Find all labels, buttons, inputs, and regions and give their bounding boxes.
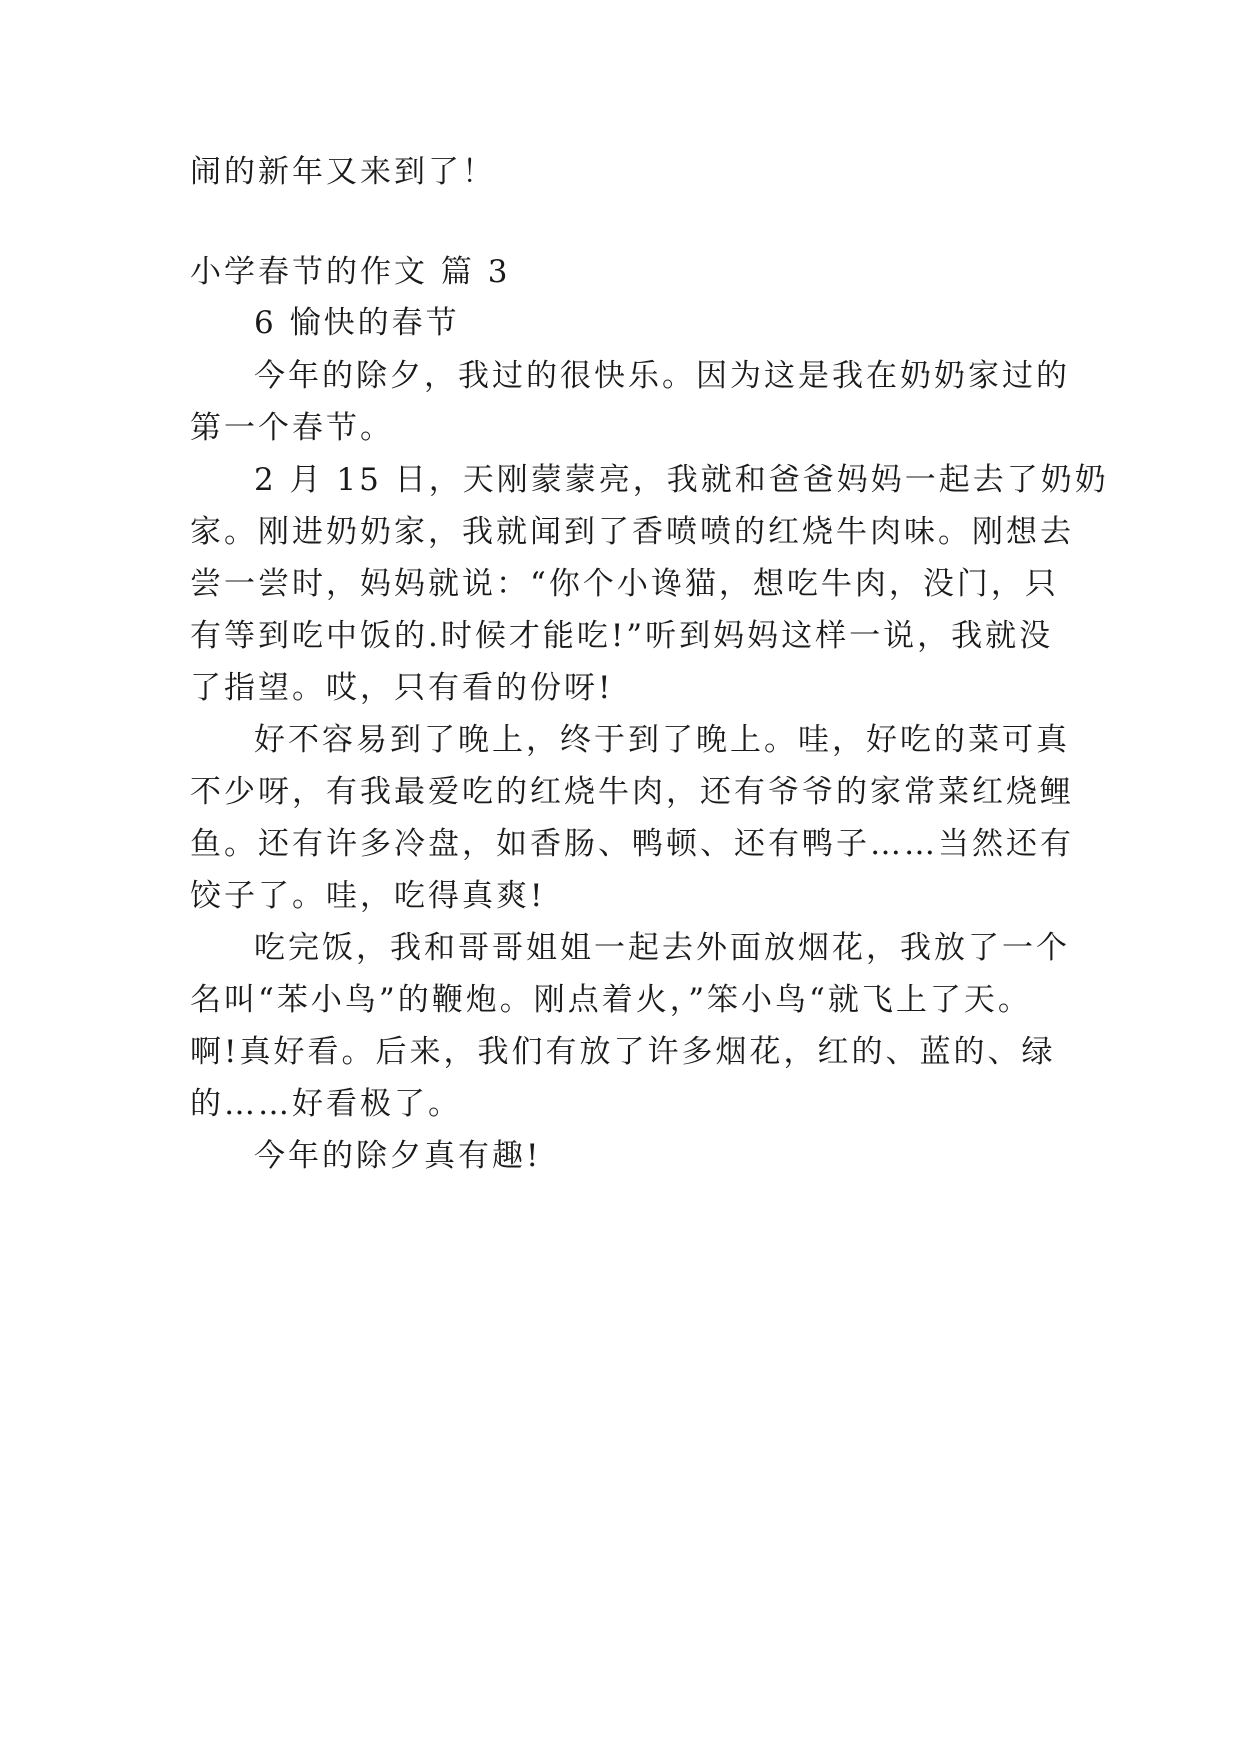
- essay-title: 6 愉快的春节: [254, 305, 460, 341]
- paragraph-5-line-1: 今年的除夕真有趣!: [254, 1138, 542, 1174]
- paragraph-4-line-1: 吃完饭，我和哥哥姐姐一起去外面放烟花，我放了一个: [254, 930, 1070, 966]
- paragraph-2-line-1: 2 月 15 日，天刚蒙蒙亮，我就和爸爸妈妈一起去了奶奶: [254, 462, 1109, 498]
- section-title: 小学春节的作文 篇 3: [190, 254, 511, 290]
- paragraph-1-line-1: 今年的除夕，我过的很快乐。因为这是我在奶奶家过的: [254, 358, 1070, 394]
- paragraph-1-line-2: 第一个春节。: [190, 410, 394, 446]
- paragraph-2-line-3: 尝一尝时，妈妈就说：“你个小谗猫，想吃牛肉，没门，只: [190, 566, 1059, 602]
- paragraph-2-line-2: 家。刚进奶奶家，我就闻到了香喷喷的红烧牛肉味。刚想去: [190, 514, 1074, 550]
- paragraph-3-line-2: 不少呀，有我最爱吃的红烧牛肉，还有爷爷的家常菜红烧鲤: [190, 774, 1074, 810]
- paragraph-2-line-5: 了指望。哎，只有看的份呀!: [190, 670, 614, 706]
- paragraph-3-line-3: 鱼。还有许多冷盘，如香肠、鸭顿、还有鸭子……当然还有: [190, 826, 1074, 862]
- paragraph-3-line-4: 饺子了。哇，吃得真爽!: [190, 878, 546, 914]
- continuation-line: 闹的新年又来到了！: [190, 154, 496, 190]
- paragraph-3-line-1: 好不容易到了晚上，终于到了晚上。哇，好吃的菜可真: [254, 722, 1070, 758]
- paragraph-2-line-4: 有等到吃中饭的.时候才能吃!”听到妈妈这样一说，我就没: [190, 618, 1054, 654]
- paragraph-4-line-4: 的……好看极了。: [190, 1086, 462, 1122]
- paragraph-4-line-3: 啊!真好看。后来，我们有放了许多烟花，红的、蓝的、绿: [190, 1034, 1056, 1070]
- paragraph-4-line-2: 名叫“苯小鸟”的鞭炮。刚点着火，”笨小鸟“就飞上了天。: [190, 982, 1032, 1018]
